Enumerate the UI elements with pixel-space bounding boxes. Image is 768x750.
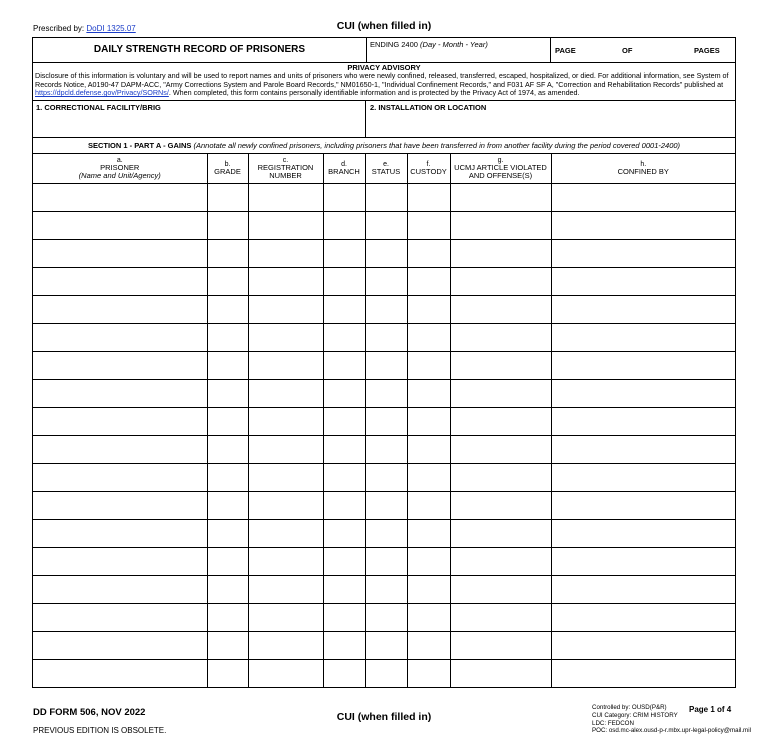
cell-branch[interactable] <box>323 239 365 267</box>
page-label: PAGE <box>555 46 576 55</box>
cell-prisoner[interactable] <box>33 491 207 519</box>
cell-status[interactable] <box>365 239 407 267</box>
prescribed-label: Prescribed by: <box>33 24 85 33</box>
cell-grade[interactable] <box>207 659 248 687</box>
table-row <box>33 351 735 379</box>
cell-custody[interactable] <box>407 575 450 603</box>
cell-registration-number[interactable] <box>248 323 323 351</box>
cell-registration-number[interactable] <box>248 575 323 603</box>
cell-prisoner[interactable] <box>33 519 207 547</box>
col-custody: f. CUSTODY <box>407 154 450 184</box>
cell-branch[interactable] <box>323 267 365 295</box>
cell-status[interactable] <box>365 435 407 463</box>
cell-prisoner[interactable] <box>33 659 207 687</box>
table-row <box>33 631 735 659</box>
cell-status[interactable] <box>365 211 407 239</box>
cell-status[interactable] <box>365 519 407 547</box>
cell-status[interactable] <box>365 575 407 603</box>
pages-label: PAGES <box>694 46 720 55</box>
location-row <box>33 101 735 138</box>
cell-ucmj-article[interactable] <box>450 323 551 351</box>
form-number: DD FORM 506, NOV 2022 <box>33 707 146 718</box>
facility-field[interactable] <box>33 101 366 137</box>
cell-prisoner[interactable] <box>33 295 207 323</box>
col-registration-number: c. REGISTRATION NUMBER <box>248 154 323 184</box>
sorns-link[interactable]: https://dpcld.defense.gov/Privacy/SORNs/ <box>35 88 169 98</box>
cell-registration-number[interactable] <box>248 435 323 463</box>
cell-grade[interactable] <box>207 211 248 239</box>
controlled-by: Controlled by: OUSD(P&R) <box>592 704 667 711</box>
cell-branch[interactable] <box>323 295 365 323</box>
cell-grade[interactable] <box>207 631 248 659</box>
cell-ucmj-article[interactable] <box>450 603 551 631</box>
cell-grade[interactable] <box>207 603 248 631</box>
cui-marking-bottom: CUI (when filled in) <box>336 711 432 723</box>
cell-branch[interactable] <box>323 323 365 351</box>
cell-prisoner[interactable] <box>33 323 207 351</box>
cell-status[interactable] <box>365 351 407 379</box>
table-row <box>33 603 735 631</box>
cell-prisoner[interactable] <box>33 603 207 631</box>
cell-registration-number[interactable] <box>248 491 323 519</box>
ldc: LDC: FEDCON <box>592 719 634 727</box>
cell-prisoner[interactable] <box>33 407 207 435</box>
cell-confined-by[interactable] <box>551 379 735 407</box>
cell-custody[interactable] <box>407 519 450 547</box>
table-row <box>33 575 735 603</box>
cell-grade[interactable] <box>207 351 248 379</box>
cell-registration-number[interactable] <box>248 267 323 295</box>
col-prisoner: a. PRISONER (Name and Unit/Agency) <box>33 154 207 184</box>
cell-status[interactable] <box>365 295 407 323</box>
table-row <box>33 379 735 407</box>
cell-grade[interactable] <box>207 491 248 519</box>
installation-label: 2. INSTALLATION OR LOCATION <box>370 102 487 112</box>
cell-status[interactable] <box>365 379 407 407</box>
cell-grade[interactable] <box>207 239 248 267</box>
cell-prisoner[interactable] <box>33 435 207 463</box>
cell-grade[interactable] <box>207 323 248 351</box>
cell-confined-by[interactable] <box>551 575 735 603</box>
page-number: Page 1 of 4 <box>689 705 732 714</box>
cell-custody[interactable] <box>407 659 450 687</box>
privacy-advisory <box>33 63 735 101</box>
table-row <box>33 267 735 295</box>
cell-grade[interactable] <box>207 435 248 463</box>
cell-status[interactable] <box>365 323 407 351</box>
cell-registration-number[interactable] <box>248 183 323 211</box>
cell-registration-number[interactable] <box>248 463 323 491</box>
cell-custody[interactable] <box>407 351 450 379</box>
cell-ucmj-article[interactable] <box>450 491 551 519</box>
cell-custody[interactable] <box>407 183 450 211</box>
cell-grade[interactable] <box>207 295 248 323</box>
cell-branch[interactable] <box>323 183 365 211</box>
cell-confined-by[interactable] <box>551 295 735 323</box>
cell-status[interactable] <box>365 659 407 687</box>
section-title <box>33 138 735 154</box>
cell-confined-by[interactable] <box>551 351 735 379</box>
cell-grade[interactable] <box>207 183 248 211</box>
cell-custody[interactable] <box>407 267 450 295</box>
cell-prisoner[interactable] <box>33 631 207 659</box>
cell-status[interactable] <box>365 407 407 435</box>
form-title: DAILY STRENGTH RECORD OF PRISONERS <box>33 38 367 62</box>
table-row <box>33 463 735 491</box>
cell-custody[interactable] <box>407 323 450 351</box>
ending-label: ENDING 2400 <box>370 40 418 49</box>
cell-custody[interactable] <box>407 211 450 239</box>
cell-confined-by[interactable] <box>551 519 735 547</box>
section-note: (Annotate all newly confined prisoners, including prisoners that have been transferred in from another facility during the period covered 0001-2400) <box>193 140 681 150</box>
cell-grade[interactable] <box>207 547 248 575</box>
cell-confined-by[interactable] <box>551 463 735 491</box>
cell-confined-by[interactable] <box>551 659 735 687</box>
cell-confined-by[interactable] <box>551 239 735 267</box>
table-header-row <box>33 154 735 184</box>
cell-confined-by[interactable] <box>551 603 735 631</box>
col-grade: b. GRADE <box>207 154 248 184</box>
gains-table <box>33 154 735 687</box>
cell-ucmj-article[interactable] <box>450 659 551 687</box>
cell-custody[interactable] <box>407 295 450 323</box>
cell-custody[interactable] <box>407 463 450 491</box>
page-count-field[interactable] <box>552 38 735 62</box>
table-row <box>33 491 735 519</box>
cell-branch[interactable] <box>323 547 365 575</box>
ending-hint: (Day - Month - Year) <box>420 40 488 49</box>
cell-prisoner[interactable] <box>33 351 207 379</box>
privacy-text-part2: . When completed, this form contains personally identifiable information and is protected by the Privacy Act of 1974, as amended. <box>168 88 580 98</box>
cell-ucmj-article[interactable] <box>450 463 551 491</box>
cell-branch[interactable] <box>323 659 365 687</box>
cell-grade[interactable] <box>207 575 248 603</box>
privacy-text <box>35 72 733 97</box>
cell-custody[interactable] <box>407 239 450 267</box>
cell-prisoner[interactable] <box>33 267 207 295</box>
cell-ucmj-article[interactable] <box>450 351 551 379</box>
col-ucmj-article: g. UCMJ ARTICLE VIOLATED AND OFFENSE(S) <box>450 154 551 184</box>
section-heading: SECTION 1 - PART A - GAINS <box>87 140 192 150</box>
cell-confined-by[interactable] <box>551 211 735 239</box>
privacy-title: PRIVACY ADVISORY <box>347 63 421 72</box>
cell-branch[interactable] <box>323 491 365 519</box>
cui-marking-top: CUI (when filled in) <box>336 20 432 32</box>
cell-confined-by[interactable] <box>551 491 735 519</box>
installation-field[interactable] <box>367 101 735 137</box>
form-header <box>33 38 735 63</box>
cell-branch[interactable] <box>323 379 365 407</box>
cell-ucmj-article[interactable] <box>450 183 551 211</box>
poc: POC: osd.mc-alex.ousd-p-r.mbx.upr-legal-policy@mail.mil <box>592 727 751 735</box>
cell-prisoner[interactable] <box>33 575 207 603</box>
ending-date-field[interactable] <box>367 38 551 62</box>
cell-registration-number[interactable] <box>248 519 323 547</box>
facility-label: 1. CORRECTIONAL FACILITY/BRIG <box>36 102 161 112</box>
cell-confined-by[interactable] <box>551 407 735 435</box>
cell-status[interactable] <box>365 547 407 575</box>
of-label: OF <box>622 46 633 55</box>
table-row <box>33 435 735 463</box>
table-row <box>33 659 735 687</box>
cell-registration-number[interactable] <box>248 407 323 435</box>
cell-registration-number[interactable] <box>248 631 323 659</box>
cell-branch[interactable] <box>323 631 365 659</box>
cell-ucmj-article[interactable] <box>450 379 551 407</box>
cell-ucmj-article[interactable] <box>450 547 551 575</box>
cell-branch[interactable] <box>323 211 365 239</box>
cui-category: CUI Category: CRIM HISTORY <box>592 711 678 719</box>
cell-registration-number[interactable] <box>248 351 323 379</box>
table-row <box>33 211 735 239</box>
cell-prisoner[interactable] <box>33 463 207 491</box>
cell-ucmj-article[interactable] <box>450 435 551 463</box>
table-row <box>33 183 735 211</box>
cell-prisoner[interactable] <box>33 183 207 211</box>
cell-registration-number[interactable] <box>248 659 323 687</box>
cell-prisoner[interactable] <box>33 547 207 575</box>
col-status: e. STATUS <box>365 154 407 184</box>
cell-ucmj-article[interactable] <box>450 631 551 659</box>
cell-confined-by[interactable] <box>551 183 735 211</box>
table-row <box>33 547 735 575</box>
cell-prisoner[interactable] <box>33 239 207 267</box>
cell-custody[interactable] <box>407 379 450 407</box>
table-row <box>33 323 735 351</box>
cell-ucmj-article[interactable] <box>450 575 551 603</box>
cell-ucmj-article[interactable] <box>450 267 551 295</box>
form-body <box>32 37 736 688</box>
cell-confined-by[interactable] <box>551 547 735 575</box>
cell-branch[interactable] <box>323 435 365 463</box>
table-row <box>33 519 735 547</box>
table-row <box>33 239 735 267</box>
cell-branch[interactable] <box>323 603 365 631</box>
privacy-text-part1: Disclosure of this information is voluntary and will be used to report names and units of prisoners who were newly confined, released, transferred, escaped, hospitalized, or died. For additional information, see System of Records Notice, A0190-47 DAPM-ACC, "Army Corrections System and Parole Board Records," NM01650-1, "Individual Confinement Records," and F031 AF SF A, "Correction and Rehabilitation Records" published at <box>35 71 729 89</box>
cell-confined-by[interactable] <box>551 323 735 351</box>
cell-custody[interactable] <box>407 491 450 519</box>
previous-edition-note: PREVIOUS EDITION IS OBSOLETE. <box>33 726 167 735</box>
cell-registration-number[interactable] <box>248 295 323 323</box>
cell-status[interactable] <box>365 491 407 519</box>
cell-registration-number[interactable] <box>248 379 323 407</box>
cell-custody[interactable] <box>407 407 450 435</box>
cell-registration-number[interactable] <box>248 239 323 267</box>
cell-confined-by[interactable] <box>551 435 735 463</box>
dodi-link[interactable]: DoDI 1325.07 <box>86 24 136 33</box>
cell-grade[interactable] <box>207 463 248 491</box>
col-confined-by: h. CONFINED BY <box>551 154 735 184</box>
table-row <box>33 295 735 323</box>
cell-confined-by[interactable] <box>551 267 735 295</box>
cell-custody[interactable] <box>407 631 450 659</box>
cell-branch[interactable] <box>323 575 365 603</box>
cell-branch[interactable] <box>323 407 365 435</box>
cell-branch[interactable] <box>323 351 365 379</box>
cell-ucmj-article[interactable] <box>450 519 551 547</box>
cell-prisoner[interactable] <box>33 211 207 239</box>
cell-grade[interactable] <box>207 407 248 435</box>
cell-grade[interactable] <box>207 267 248 295</box>
cell-registration-number[interactable] <box>248 547 323 575</box>
cell-grade[interactable] <box>207 379 248 407</box>
cell-ucmj-article[interactable] <box>450 239 551 267</box>
table-row <box>33 407 735 435</box>
cell-confined-by[interactable] <box>551 631 735 659</box>
cell-registration-number[interactable] <box>248 211 323 239</box>
cell-prisoner[interactable] <box>33 379 207 407</box>
cell-status[interactable] <box>365 267 407 295</box>
cell-custody[interactable] <box>407 435 450 463</box>
cell-branch[interactable] <box>323 519 365 547</box>
cell-status[interactable] <box>365 631 407 659</box>
cell-grade[interactable] <box>207 519 248 547</box>
cell-registration-number[interactable] <box>248 603 323 631</box>
cell-status[interactable] <box>365 183 407 211</box>
cell-ucmj-article[interactable] <box>450 211 551 239</box>
cell-ucmj-article[interactable] <box>450 407 551 435</box>
cell-custody[interactable] <box>407 547 450 575</box>
col-branch: d. BRANCH <box>323 154 365 184</box>
cell-branch[interactable] <box>323 463 365 491</box>
cell-status[interactable] <box>365 603 407 631</box>
cell-ucmj-article[interactable] <box>450 295 551 323</box>
cell-custody[interactable] <box>407 603 450 631</box>
cell-status[interactable] <box>365 463 407 491</box>
